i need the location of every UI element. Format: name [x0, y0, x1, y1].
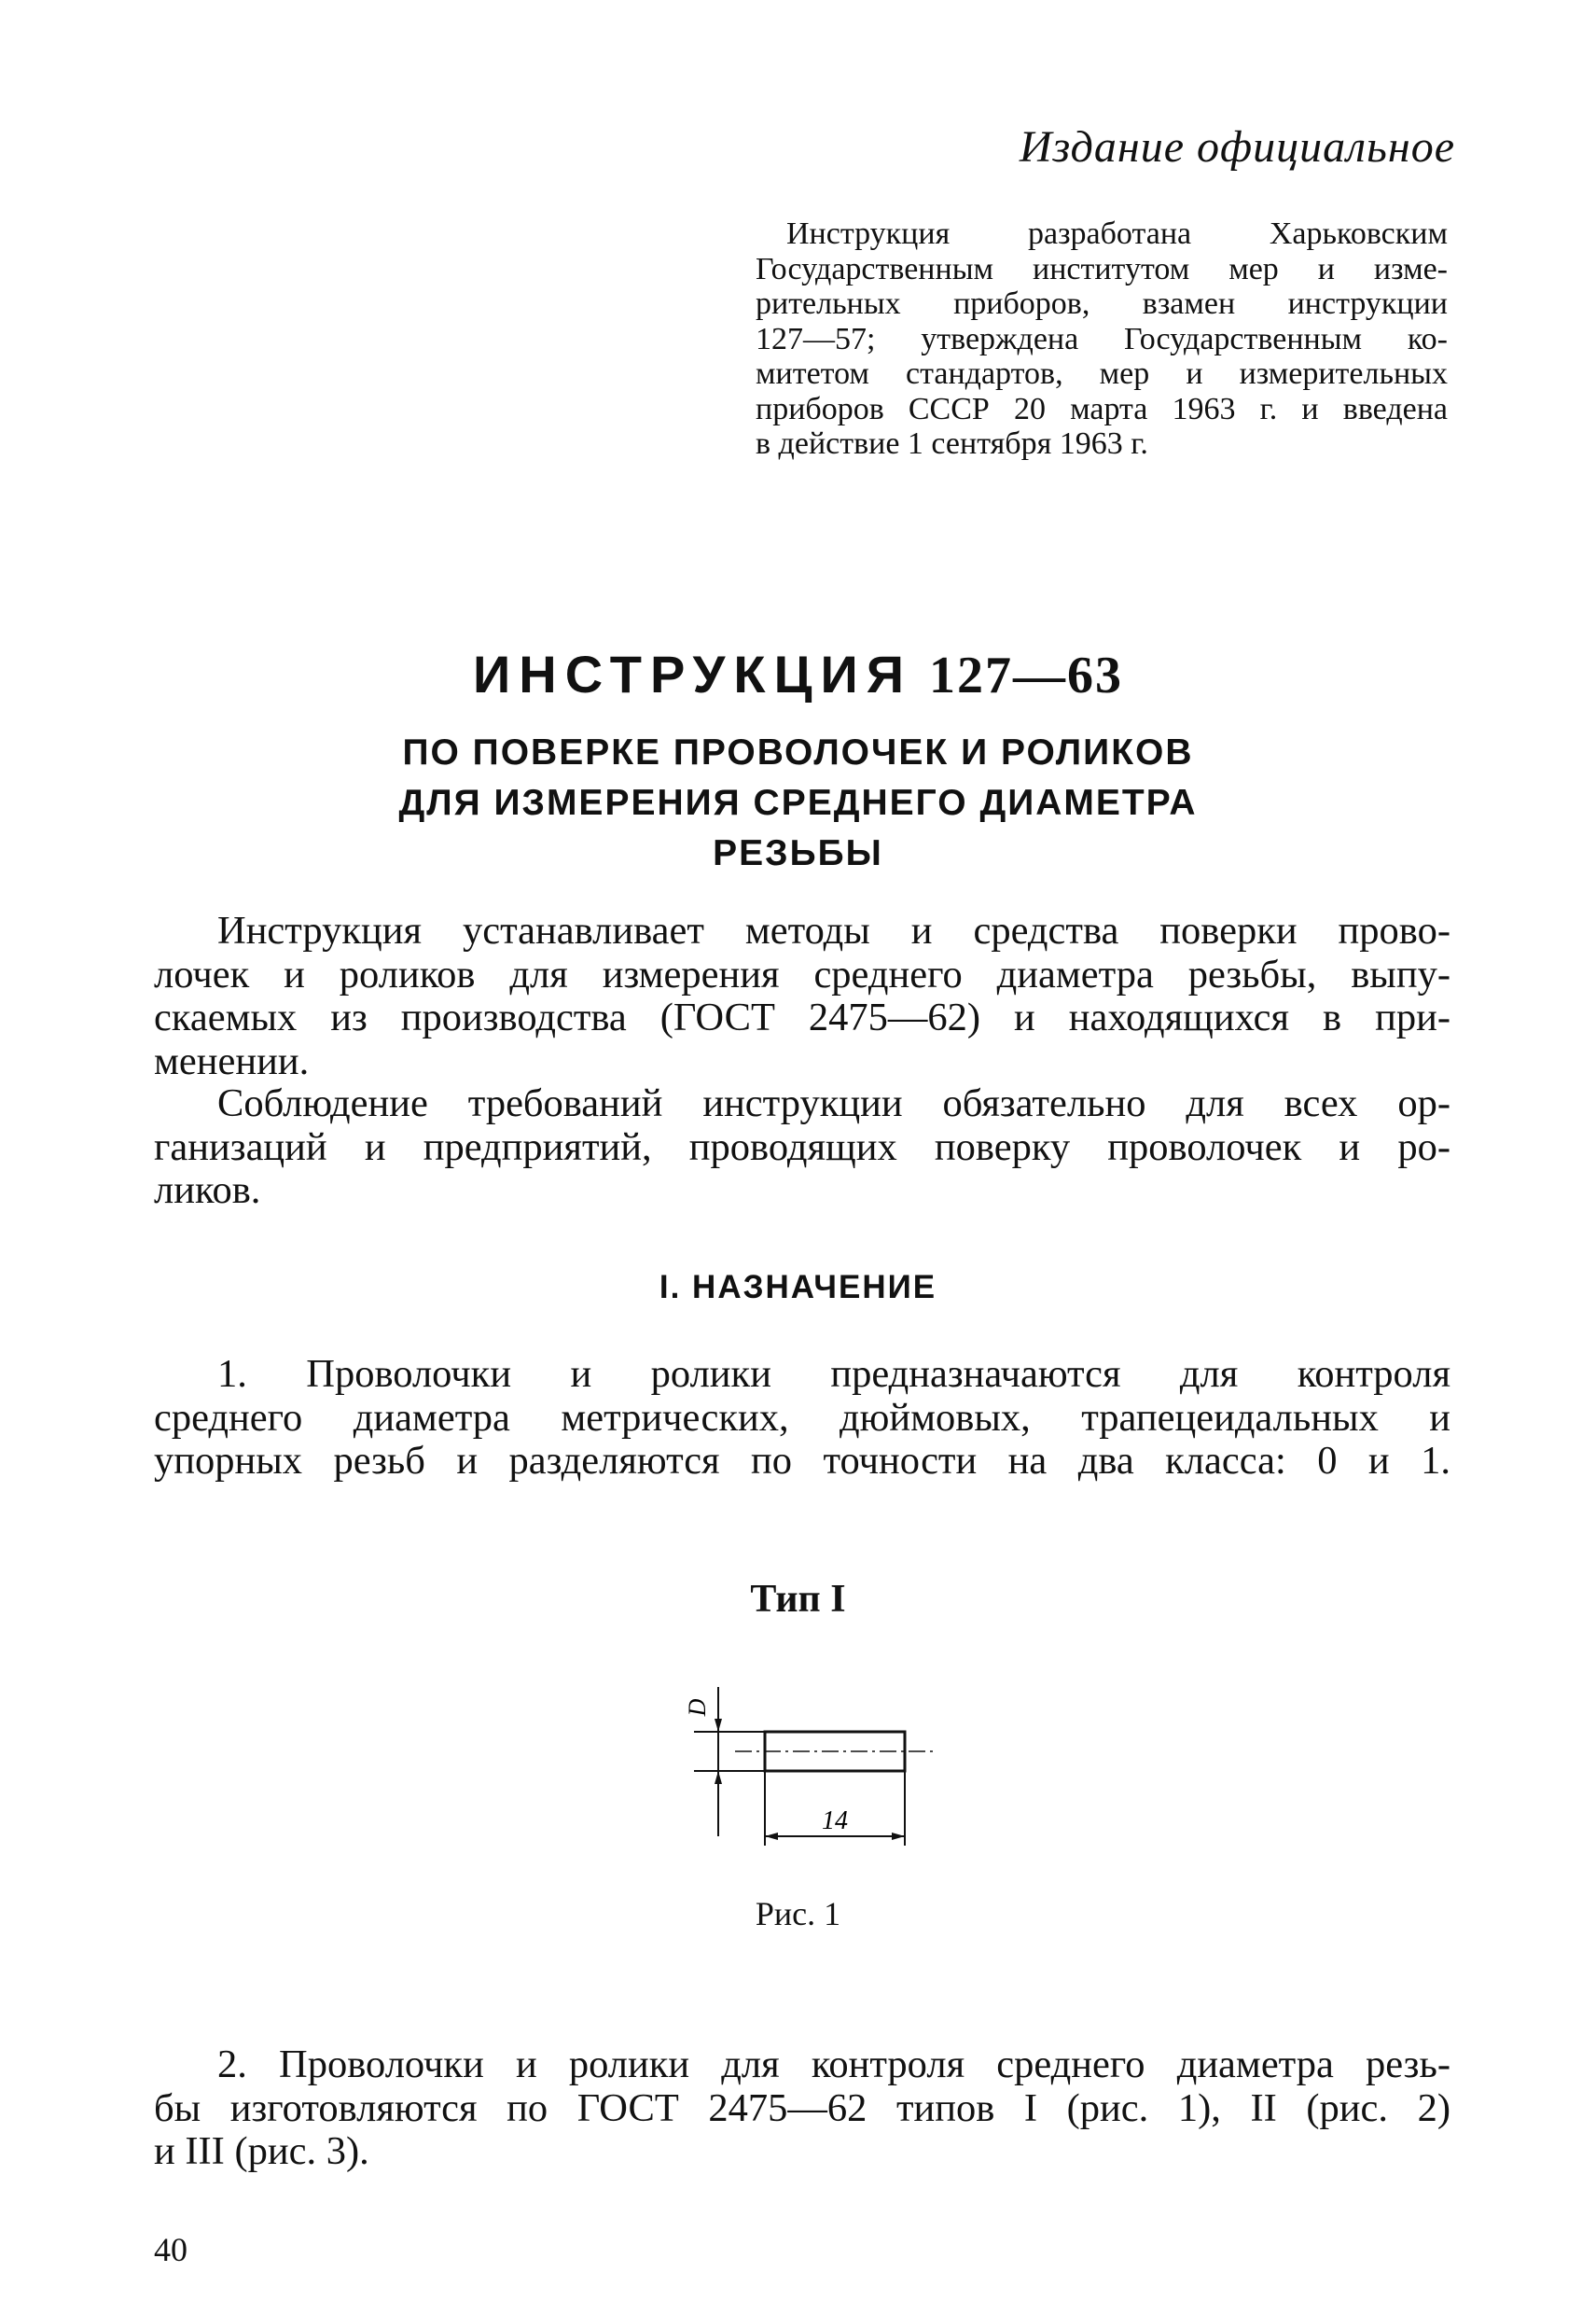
note-line: рительных приборов, взамен инструкции: [756, 286, 1448, 321]
title-word: ИНСТРУКЦИЯ: [473, 645, 912, 704]
subtitle-line: РЕЗЬБЫ: [713, 833, 883, 873]
diameter-label: D: [684, 1698, 711, 1717]
document-title: [0, 644, 1596, 705]
development-note: [756, 216, 1448, 462]
section-item-1: [154, 1353, 1450, 1484]
intro-paragraph-1: [154, 910, 1450, 1083]
paragraph-line: упорных резьб и разделяются по точности на два класса: 0 и 1.: [154, 1439, 1450, 1483]
note-line: Инструкция разработана Харьковским: [786, 216, 1448, 251]
paragraph-line: ликов.: [154, 1168, 261, 1212]
subtitle-line: ПО ПОВЕРКЕ ПРОВОЛОЧЕК И РОЛИКОВ: [402, 732, 1194, 773]
length-arrow-right: [892, 1833, 905, 1840]
figure-roller-drawing: [681, 1687, 951, 1864]
figure-caption: Рис. 1: [755, 1895, 841, 1932]
paragraph-line: 1. Проволочки и ролики предназначаются для контроля: [217, 1352, 1450, 1396]
note-line: Государственным институтом мер и изме-: [756, 251, 1448, 286]
intro-paragraph-2: [154, 1082, 1450, 1213]
length-arrow-left: [765, 1833, 778, 1840]
paragraph-line: скаемых из производства (ГОСТ 2475—62) и находящихся в при-: [154, 996, 1450, 1039]
paragraph-line: бы изготовляются по ГОСТ 2475—62 типов I (рис. 1), II (рис. 2): [154, 2085, 1450, 2130]
paragraph-line: менении.: [154, 1039, 310, 1083]
note-line: митетом стандартов, мер и измерительных: [756, 356, 1448, 391]
note-line: 127—57; утверждена Государственным ко-: [756, 321, 1448, 356]
paragraph-line: лочек и роликов для измерения среднего диаметра резьбы, выпу-: [154, 952, 1450, 997]
item-2-paragraph: [154, 2043, 1450, 2174]
note-line: приборов СССР 20 марта 1963 г. и введена: [756, 391, 1448, 426]
note-line: в действие 1 сентября 1963 г.: [756, 426, 1148, 461]
document-subtitle: [0, 728, 1596, 879]
paragraph-line: Инструкция устанавливает методы и средства поверки прово-: [217, 909, 1450, 953]
page-number: 40: [154, 2231, 187, 2268]
diameter-arrow-top: [715, 1719, 722, 1732]
figure-type-label: Тип I: [750, 1578, 846, 1621]
length-label: 14: [822, 1806, 848, 1835]
paragraph-line: среднего диаметра метрических, дюймовых, трапецеидальных и: [154, 1395, 1450, 1440]
title-number: 127—63: [928, 647, 1123, 704]
paragraph-line: и III (рис. 3).: [154, 2129, 369, 2173]
diameter-arrow-bottom: [715, 1771, 722, 1784]
paragraph-line: 2. Проволочки и ролики для контроля среднего диаметра резь-: [217, 2042, 1450, 2086]
paragraph-line: ганизаций и предприятий, проводящих поверку проволочек и ро-: [154, 1124, 1450, 1169]
section-heading: I. НАЗНАЧЕНИЕ: [659, 1269, 937, 1305]
edition-label: Издание официальное: [1019, 122, 1455, 172]
subtitle-line: ДЛЯ ИЗМЕРЕНИЯ СРЕДНЕГО ДИАМЕТРА: [398, 783, 1198, 823]
paragraph-line: Соблюдение требований инструкции обязательно для всех ор-: [217, 1081, 1450, 1125]
